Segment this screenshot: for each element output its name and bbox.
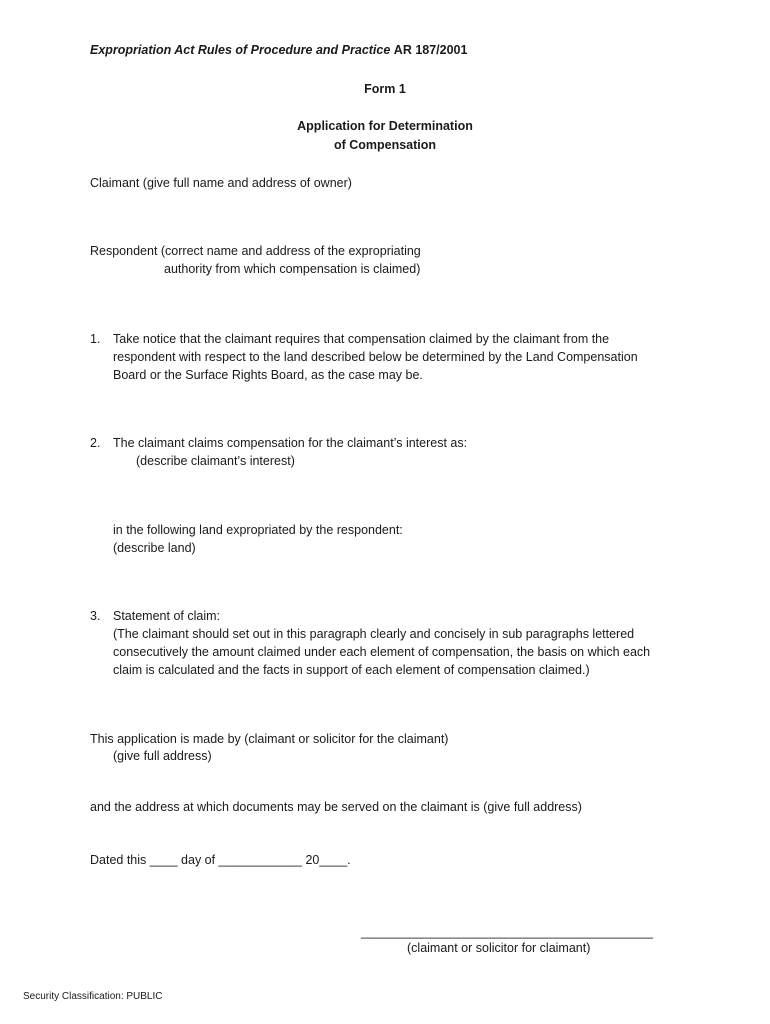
item-3-number: 3. bbox=[90, 609, 101, 623]
item-3-line: (The claimant should set out in this paragraph clearly and concisely in sub paragraphs lettered bbox=[113, 627, 635, 641]
item-2-number: 2. bbox=[90, 436, 101, 450]
signature-caption: (claimant or solicitor for claimant) bbox=[407, 941, 591, 955]
item-3-line: consecutively the amount claimed under each element of compensation, the basis on which each bbox=[113, 645, 651, 659]
header-act-title: Expropriation Act Rules of Procedure and Practice bbox=[90, 43, 391, 57]
item-2-sub-line: in the following land expropriated by the respondent: bbox=[113, 523, 403, 537]
respondent-label-line2: authority from which compensation is claimed) bbox=[164, 262, 421, 276]
dated-line: Dated this ____ day of ____________ 20____. bbox=[90, 853, 351, 867]
item-2-sub-line: (describe land) bbox=[113, 541, 196, 555]
security-classification: Security Classification: PUBLIC bbox=[23, 991, 163, 1002]
item-1-line: Take notice that the claimant requires that compensation claimed by the claimant from the bbox=[113, 332, 610, 346]
respondent-label-line1: Respondent (correct name and address of the expropriating bbox=[90, 244, 421, 258]
item-3-line: claim is calculated and the facts in support of each element of compensation claimed.) bbox=[113, 663, 590, 677]
document-header bbox=[90, 41, 467, 59]
item-1-line: respondent with respect to the land described below be determined by the Land Compensation bbox=[113, 350, 638, 364]
form-number: Form 1 bbox=[364, 82, 406, 96]
signature-line: __________________________________________ bbox=[361, 925, 653, 939]
item-1-number: 1. bbox=[90, 332, 101, 346]
item-2-line: The claimant claims compensation for the claimant’s interest as: bbox=[113, 436, 468, 450]
item-1-line: Board or the Surface Rights Board, as the case may be. bbox=[113, 368, 423, 382]
form-title-line2: of Compensation bbox=[333, 138, 437, 152]
item-2-line: (describe claimant’s interest) bbox=[136, 454, 295, 468]
application-line2: (give full address) bbox=[113, 749, 212, 763]
form-title-line1: Application for Determination bbox=[297, 119, 473, 133]
address-for-service: and the address at which documents may be served on the claimant is (give full address) bbox=[90, 800, 582, 814]
header-regulation-number: AR 187/2001 bbox=[393, 43, 468, 57]
application-line1: This application is made by (claimant or solicitor for the claimant) bbox=[90, 732, 449, 746]
claimant-label: Claimant (give full name and address of owner) bbox=[90, 176, 352, 190]
item-3-line: Statement of claim: bbox=[113, 609, 220, 623]
